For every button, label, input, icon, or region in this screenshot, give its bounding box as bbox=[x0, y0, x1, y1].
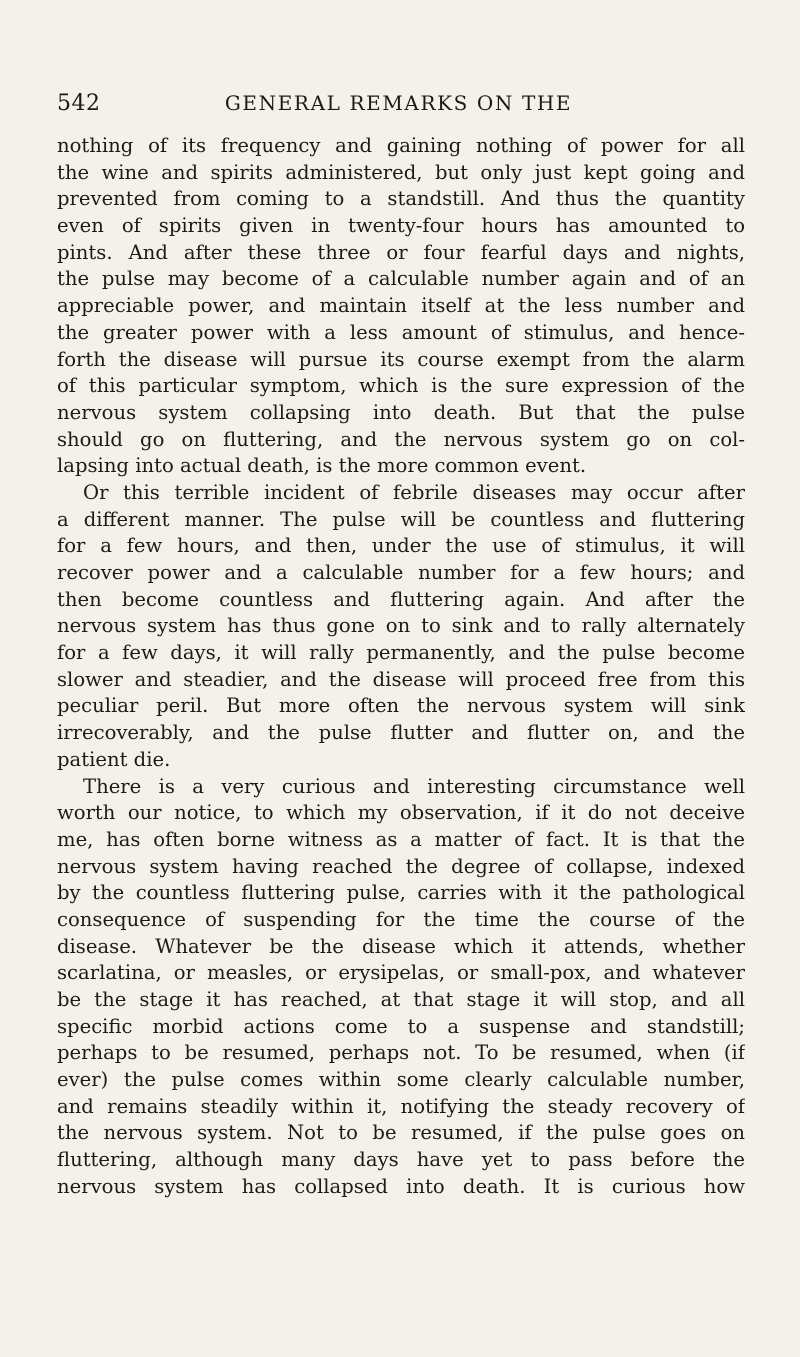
text-line: irrecoverably, and the pulse flutter and flutter on, and the bbox=[57, 721, 745, 745]
text-line: even of spirits given in twenty-four hours has amounted to bbox=[57, 214, 745, 238]
body-text bbox=[57, 133, 745, 1201]
text-line: then become countless and fluttering again. And after the bbox=[57, 587, 745, 611]
text-line: There is a very curious and interesting circumstance well bbox=[83, 774, 745, 798]
text-line: by the countless fluttering pulse, carries with it the pathological bbox=[57, 881, 745, 905]
text-line: patient die. bbox=[57, 747, 171, 771]
text-line: nervous system having reached the degree of collapse, indexed bbox=[57, 854, 745, 878]
text-line: recover power and a calculable number for a few hours; and bbox=[57, 561, 745, 584]
text-line: lapsing into actual death, is the more common event. bbox=[57, 454, 587, 478]
text-line: Or this terrible incident of febrile diseases may occur after bbox=[83, 480, 745, 504]
text-line: for a few hours, and then, under the use of stimulus, it will bbox=[57, 534, 745, 558]
page-header bbox=[57, 86, 740, 120]
text-line: forth the disease will pursue its course exempt from the alarm bbox=[57, 347, 745, 371]
text-line: the wine and spirits administered, but only just kept going and bbox=[57, 160, 745, 184]
text-line: disease. Whatever be the disease which it attends, whether bbox=[57, 934, 745, 958]
text-line: for a few days, it will rally permanently, and the pulse become bbox=[57, 641, 745, 665]
text-line: nothing of its frequency and gaining nothing of power for all bbox=[57, 134, 745, 157]
running-title: GENERAL REMARKS ON THE bbox=[224, 91, 573, 115]
text-line: the nervous system. Not to be resumed, if the pulse goes on bbox=[57, 1121, 745, 1145]
text-line: scarlatina, or measles, or erysipelas, or small-pox, and whatever bbox=[57, 961, 745, 985]
text-line: the greater power with a less amount of stimulus, and hence- bbox=[57, 320, 745, 344]
text-line: the pulse may become of a calculable number again and of an bbox=[57, 267, 745, 291]
text-line: nervous system collapsing into death. But that the pulse bbox=[57, 400, 745, 424]
text-line: me, has often borne witness as a matter of fact. It is that the bbox=[57, 827, 745, 851]
text-line: and remains steadily within it, notifying the steady recovery of bbox=[57, 1094, 745, 1118]
text-line: nervous system has collapsed into death. It is curious how bbox=[57, 1174, 745, 1198]
text-line: peculiar peril. But more often the nervous system will sink bbox=[57, 694, 745, 718]
text-line: perhaps to be resumed, perhaps not. To be resumed, when (if bbox=[57, 1041, 745, 1065]
text-line: fluttering, although many days have yet to pass before the bbox=[57, 1148, 745, 1172]
page-number: 542 bbox=[57, 90, 101, 116]
text-line: pints. And after these three or four fearful days and nights, bbox=[57, 240, 745, 264]
text-line: slower and steadier, and the disease will proceed free from this bbox=[57, 667, 745, 691]
text-line: consequence of suspending for the time the course of the bbox=[57, 907, 745, 931]
text-line: a different manner. The pulse will be countless and fluttering bbox=[57, 507, 745, 531]
text-line: worth our notice, to which my observation, if it do not deceive bbox=[57, 801, 745, 825]
text-line: should go on fluttering, and the nervous system go on col- bbox=[57, 427, 745, 451]
text-line: be the stage it has reached, at that stage it will stop, and all bbox=[57, 988, 745, 1011]
text-line: appreciable power, and maintain itself at the less number and bbox=[57, 294, 745, 318]
text-line: prevented from coming to a standstill. And thus the quantity bbox=[57, 187, 745, 211]
text-line: ever) the pulse comes within some clearly calculable number, bbox=[57, 1068, 745, 1092]
text-line: of this particular symptom, which is the sure expression of the bbox=[57, 374, 745, 398]
text-line: specific morbid actions come to a suspense and standstill; bbox=[57, 1014, 745, 1038]
text-line: nervous system has thus gone on to sink and to rally alternately bbox=[57, 614, 745, 638]
